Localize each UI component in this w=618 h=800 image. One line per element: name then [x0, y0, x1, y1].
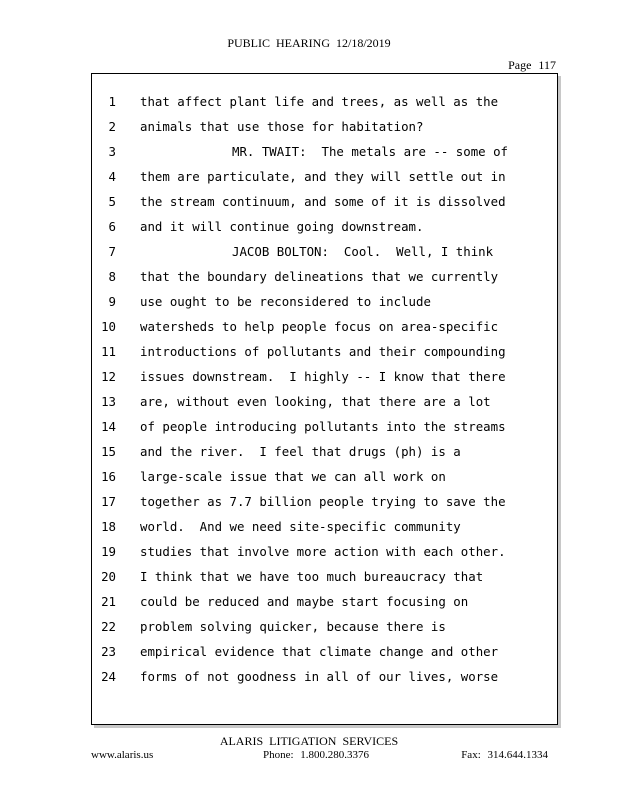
line-text: that affect plant life and trees, as well as the [140, 94, 499, 109]
line-text: large-scale issue that we can all work on [140, 469, 446, 484]
page-header-title: PUBLIC HEARING 12/18/2019 [227, 36, 391, 50]
line-text: that the boundary delineations that we currently [140, 269, 499, 284]
line-number: 1 [108, 94, 116, 109]
line-text: and it will continue going downstream. [140, 219, 424, 234]
transcript-line [92, 314, 557, 339]
transcript-line [92, 589, 557, 614]
transcript-line [92, 164, 557, 189]
line-text: watersheds to help people focus on area-specific [140, 319, 499, 334]
line-text: MR. TWAIT: The metals are -- some of [232, 144, 509, 159]
transcript-line [92, 189, 557, 214]
transcript-frame [91, 73, 558, 725]
line-text: JACOB BOLTON: Cool. Well, I think [232, 244, 494, 259]
line-text: are, without even looking, that there are a lot [140, 394, 491, 409]
line-text: could be reduced and maybe start focusing on [140, 594, 469, 609]
line-text: and the river. I feel that drugs (ph) is a [140, 444, 461, 459]
line-number: 11 [101, 344, 116, 359]
line-number: 13 [101, 394, 116, 409]
line-number: 20 [101, 569, 116, 584]
transcript-line [92, 389, 557, 414]
line-number: 17 [101, 494, 116, 509]
line-text: I think that we have too much bureaucracy that [140, 569, 484, 584]
line-number: 3 [108, 144, 116, 159]
line-text: animals that use those for habitation? [140, 119, 424, 134]
footer-fax: Fax: 314.644.1334 [461, 749, 548, 761]
line-number: 4 [108, 169, 116, 184]
transcript-line [92, 614, 557, 639]
transcript-line [92, 514, 557, 539]
transcript-line [92, 339, 557, 364]
line-text: forms of not goodness in all of our lives, worse [140, 669, 499, 684]
transcript-line [92, 89, 557, 114]
line-number: 24 [101, 669, 116, 684]
footer-company: ALARIS LITIGATION SERVICES [219, 734, 399, 748]
line-text: introductions of pollutants and their compounding [140, 344, 506, 359]
footer-phone: Phone: 1.800.280.3376 [263, 749, 370, 761]
transcript-line [92, 464, 557, 489]
line-text: problem solving quicker, because there is [140, 619, 446, 634]
line-number: 5 [108, 194, 116, 209]
line-number: 16 [101, 469, 116, 484]
transcript-line [92, 264, 557, 289]
footer-website: www.alaris.us [91, 749, 154, 761]
line-number: 23 [101, 644, 116, 659]
line-number: 2 [108, 119, 116, 134]
line-text: empirical evidence that climate change and other [140, 644, 499, 659]
line-text: world. And we need site-specific community [140, 519, 461, 534]
line-text: together as 7.7 billion people trying to save the [140, 494, 506, 509]
line-number: 12 [101, 369, 116, 384]
line-number: 18 [101, 519, 116, 534]
line-number: 21 [101, 594, 116, 609]
transcript-line [92, 489, 557, 514]
transcript-line [92, 439, 557, 464]
line-text: the stream continuum, and some of it is dissolved [140, 194, 506, 209]
transcript-line [92, 664, 557, 689]
line-number: 15 [101, 444, 116, 459]
line-number: 22 [101, 619, 116, 634]
line-number: 9 [108, 294, 116, 309]
transcript-line [92, 239, 557, 264]
line-text: studies that involve more action with each other. [140, 544, 506, 559]
transcript-line [92, 139, 557, 164]
line-text: issues downstream. I highly -- I know that there [140, 369, 506, 384]
line-number: 19 [101, 544, 116, 559]
transcript-line [92, 414, 557, 439]
line-text: use ought to be reconsidered to include [140, 294, 431, 309]
transcript-line [92, 114, 557, 139]
transcript-line [92, 564, 557, 589]
line-number: 8 [108, 269, 116, 284]
line-number: 6 [108, 219, 116, 234]
transcript-line [92, 639, 557, 664]
transcript-line [92, 214, 557, 239]
transcript-line [92, 289, 557, 314]
page-number: Page 117 [508, 58, 556, 72]
line-number: 10 [101, 319, 116, 334]
line-number: 14 [101, 419, 116, 434]
transcript-line [92, 364, 557, 389]
transcript-line [92, 539, 557, 564]
line-text: of people introducing pollutants into the streams [140, 419, 506, 434]
line-number: 7 [108, 244, 116, 259]
line-text: them are particulate, and they will settle out in [140, 169, 506, 184]
